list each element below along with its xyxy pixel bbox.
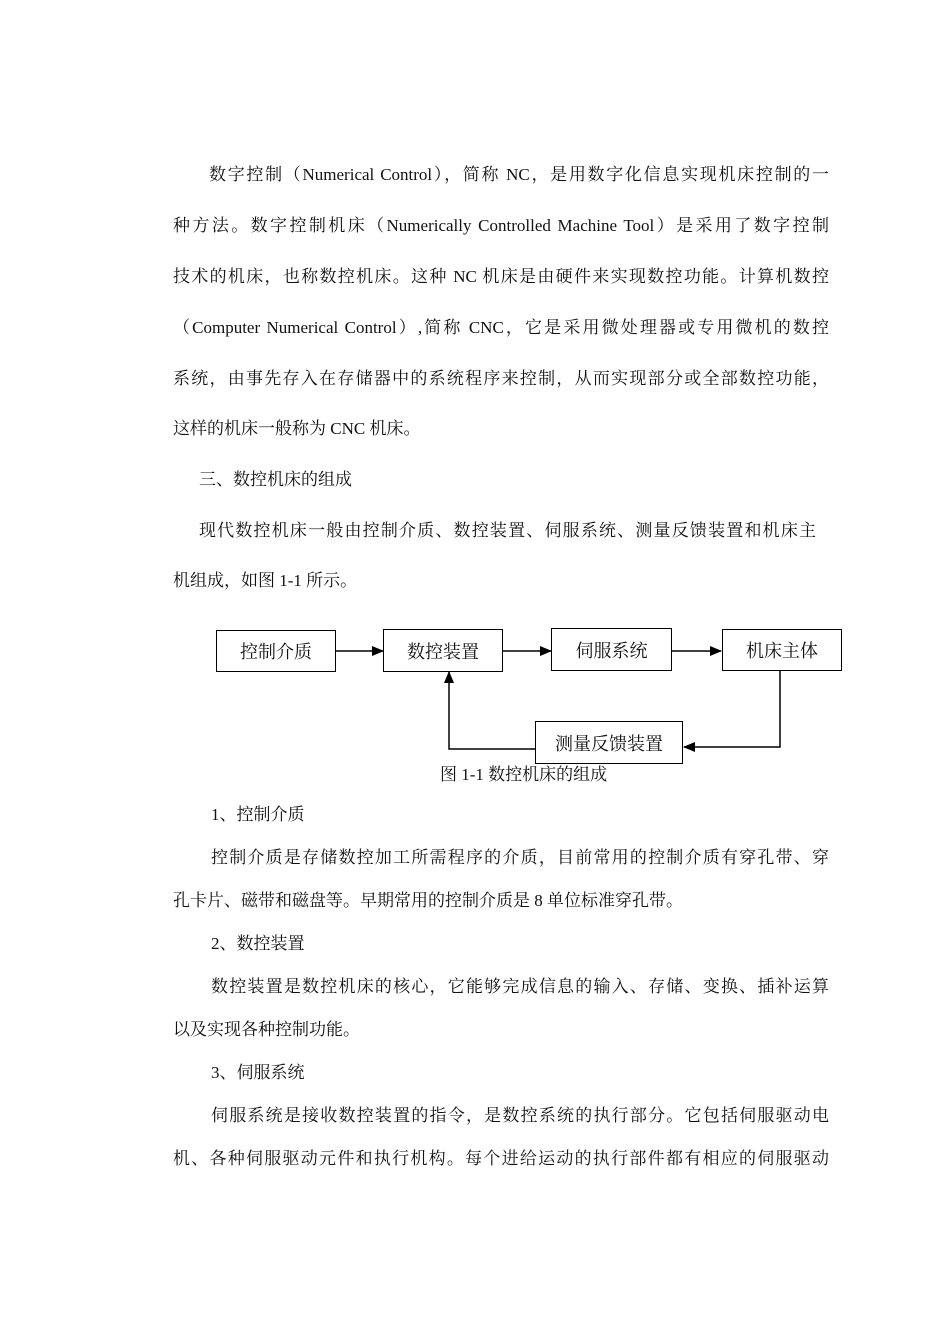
intro-line-6: 这样的机床一般称为 CNC 机床。 <box>173 419 421 438</box>
intro-line-4: （Computer Numerical Control）,简称 CNC，它是采用微处理器或专用微机的数控 <box>173 318 829 337</box>
intro-line-5: 系统，由事先存入在存储器中的系统程序来控制，从而实现部分或全部数控功能， <box>173 369 829 388</box>
section-line-2: 机组成，如图 1-1 所示。 <box>173 571 358 590</box>
item3-line-1: 伺服系统是接收数控装置的指令，是数控系统的执行部分。它包括伺服驱动电 <box>211 1106 829 1125</box>
item3-line-2: 机、各种伺服驱动元件和执行机构。每个进给运动的执行部件都有相应的伺服驱动 <box>173 1149 829 1168</box>
intro-line-1: 数字控制（Numerical Control），简称 NC，是用数字化信息实现机床控制的一 <box>209 165 829 184</box>
item3-heading: 3、伺服系统 <box>211 1063 305 1082</box>
node-servo-system: 伺服系统 <box>551 628 672 671</box>
intro-line-2: 种方法。数字控制机床（Numerically Controlled Machine Tool）是采用了数字控制 <box>173 216 829 235</box>
item2-heading: 2、数控装置 <box>211 934 305 953</box>
item1-heading: 1、控制介质 <box>211 805 305 824</box>
arrow-feedback-to-device <box>449 672 535 749</box>
node-feedback-device: 测量反馈装置 <box>535 721 683 764</box>
item1-line-1: 控制介质是存储数控加工所需程序的介质，目前常用的控制介质有穿孔带、穿 <box>211 848 829 867</box>
item2-line-2: 以及实现各种控制功能。 <box>173 1020 360 1039</box>
intro-line-3: 技术的机床，也称数控机床。这种 NC 机床是由硬件来实现数控功能。计算机数控 <box>173 267 829 286</box>
node-nc-device: 数控装置 <box>383 629 503 672</box>
section-line-1: 现代数控机床一般由控制介质、数控装置、伺服系统、测量反馈装置和机床主 <box>199 521 816 540</box>
node-machine-body: 机床主体 <box>722 629 842 671</box>
item1-line-2: 孔卡片、磁带和磁盘等。早期常用的控制介质是 8 单位标准穿孔带。 <box>173 891 683 910</box>
section-heading: 三、数控机床的组成 <box>199 470 352 489</box>
figure-caption: 图 1-1 数控机床的组成 <box>440 765 608 784</box>
node-control-medium: 控制介质 <box>216 630 336 672</box>
item2-line-1: 数控装置是数控机床的核心，它能够完成信息的输入、存储、变换、插补运算 <box>211 977 829 996</box>
arrow-body-to-feedback <box>684 671 780 747</box>
